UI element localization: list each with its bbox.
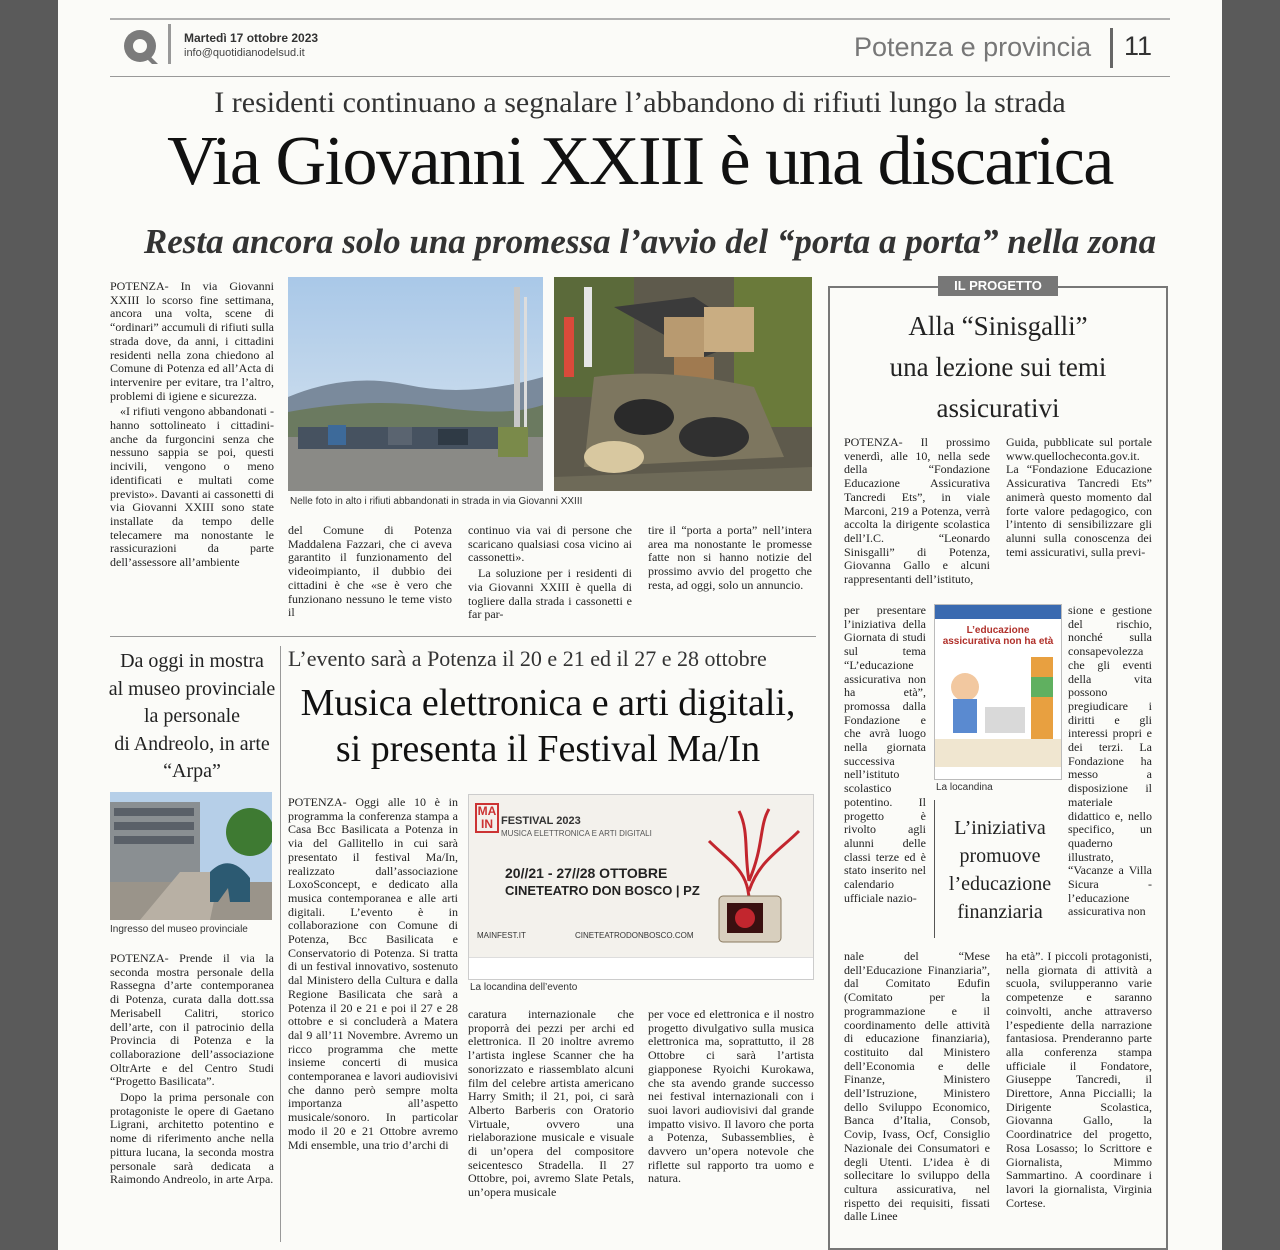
header-divider — [168, 24, 171, 64]
poster-tagline: MUSICA ELETTRONICA E ARTI DIGITALI — [501, 829, 652, 838]
page-number-divider — [1110, 28, 1113, 68]
main-subhead: Resta ancora solo una promessa l’avvio del “porta a porta” nella zona — [143, 222, 1157, 261]
paragraph: per voce ed elettronica e il nostro progetto divulgativo sulla musica elettronica ma, soprattutto, il 28 Ottobre ci sarà l’artista giapponese Ryoichi Kurokawa, che sta avendo grande successo nei festival internazionali con i suoi lavori audiovisivi dal grande impatto visivo. Il lavoro che porta a Potenza, Subassemblies, è davvero un’opera notevole che riflette sul rapporto tra uomo e natura. — [648, 1008, 814, 1186]
festival-headline — [278, 680, 818, 772]
main-col-2 — [288, 524, 452, 624]
paragraph: nale del “Mese dell’Educazione Finanziaria”, dal Comitato Edufin (Comitato per la programmazione e il coordinamento delle attività di educazione finanziaria), costituito dal Ministero dell’Economia e delle Finanze, Ministero dell’Istruzione, Ministero dello Sviluppo Economico, Banca d’Italia, Consob, Covip, Ivass, Ocf, Consiglio Nazionale dei Consumatori e degli Utenti. L’idea è di sollecitare lo sviluppo della cultura assicurativa, nel rispetto dei requisiti, fissati dalle Linee — [844, 950, 990, 1224]
sidebar-col-1-bottom — [844, 950, 990, 1240]
paragraph: La soluzione per i residenti di via Giovanni XXIII è quella di togliere dalla strada i cassonetti e far par- — [468, 566, 632, 622]
sidebar-col-1-top — [844, 436, 990, 602]
poster-tree-illustration — [689, 801, 809, 951]
festival-kicker: L’evento sarà a Potenza il 20 e 21 ed il 27 e 28 ottobre — [288, 646, 767, 671]
paragraph: Guida, pubblicate sul portale www.quellocheconta.gov.it. La “Fondazione Educazione Assicurativa Tancredi Ets” animerà questo momento dal forte valore pedagogico, con l’intento di sensibilizzare gli alunni sulla conoscenza dei temi assicurativi, sulla previ- — [1006, 436, 1152, 559]
headline-line: Alla “Sinisgalli” — [908, 311, 1088, 341]
sidebar-pullquote — [938, 814, 1062, 926]
poster-site-2: CINETEATRODONBOSCO.COM — [575, 931, 694, 940]
paragraph: ha età”. I piccoli protagonisti, nella giornata di attività a scuola, svilupperanno varie competenze e saranno coinvolti, anche attraverso l’espediente della narrazione fantasiosa. Prenderanno parte alla conferenza stampa ufficiale il Fondatore, Giuseppe Tancredi, il Direttore, Anna Piccialli; la Dirigente Scolastica, Giovanna Gallo, la Coordinatrice del progetto, Rosa Losasso; lo Scrittore e Giornalista, Mimmo Sammartino. A coordinare i lavori la giornalista, Virginia Cortese. — [1006, 950, 1152, 1210]
main-headline: Via Giovanni XXIII è una discarica — [167, 123, 1113, 200]
main-col-4 — [648, 524, 812, 624]
sidebar-poster-caption: La locandina — [936, 782, 993, 793]
poster-dates: 20//21 - 27//28 OTTOBRE — [505, 865, 668, 881]
pullquote-line: promuove — [959, 845, 1041, 867]
paragraph: caratura internazionale che proporrà dei pezzi per archi ed elettronica. Il 20 inoltre avremo l’artista inglese Scanner che ha sonorizzato e riassemblato alcuni film del celebre artista americano Harry Smith; il 21, poi, ci sarà Alberto Barberis con Oratorio Virtuale, ovvero una rielaborazione musicale e visuale di un’opera del compositore seicentesco Stradella. Il 27 Ottobre, poi, avremo Slate Petals, un’opera musicale — [468, 1008, 634, 1200]
paragraph: del Comune di Potenza Maddalena Fazzari, che ci aveva garantito il funzionamento del videoimpianto, il dubbio dei cittadini è che «se è vero che funzionano nessuno le teme visto il — [288, 524, 452, 620]
poster-illustration — [935, 647, 1061, 767]
pullquote-line: L’iniziativa — [954, 817, 1046, 839]
main-col-3 — [468, 524, 632, 624]
header-bottom-rule — [110, 76, 1170, 77]
paragraph: POTENZA- Prende il via la seconda mostra personale della Rassegna d’arte contemporanea di Potenza, curata dalla dott.ssa Merisabell Calitri, storico dell’arte, con il patrocinio della Provincia di Potenza e la collaborazione dell’associazione OltrArte e del Centro Studi “Progetto Basilicata”. — [110, 952, 274, 1089]
sidebar-col-2-narrow — [1068, 604, 1152, 946]
headline-line: assicurativi — [936, 393, 1060, 423]
festival-col-2 — [468, 1008, 634, 1242]
paragraph: POTENZA- Il prossimo venerdì, alle 10, nella sede della “Fondazione Educazione Assicurativa Tancredi Ets”, in viale Marconi, 219 a Potenza, verrà accolta la dirigente scolastica dell’I.C. “Leonardo Sinisgalli” di Potenza, Giovanna Gallo e alcuni rappresentanti dell’istituto, — [844, 436, 990, 587]
paragraph: POTENZA- In via Giovanni XXIII lo scorso fine settimana, ancora una volta, scene di “ordinari” accumuli di rifiuti sulla strada dove, da anni, i cittadini residenti nella zona chiedono al Comune di Potenza ed all’Acta di intervenire per evitare, tra l’altro, problemi di igiene e sicurezza. — [110, 280, 274, 403]
poster-logo: MA IN — [475, 803, 499, 833]
headline-line: “Arpa” — [163, 760, 221, 782]
header-top-rule — [110, 18, 1170, 20]
main-kicker: I residenti continuano a segnalare l’abbandono di rifiuti lungo la strada — [214, 86, 1066, 119]
page-number: 11 — [1124, 31, 1153, 61]
section-title: Potenza e provincia — [854, 32, 1092, 62]
poster-site-1: MAINFEST.IT — [477, 931, 526, 940]
festival-poster — [468, 794, 814, 980]
headline-line: una lezione sui temi — [889, 352, 1107, 382]
photo-street — [288, 277, 543, 491]
paragraph: sione e gestione del rischio, nonché sulla consapevolezza che gli eventi della vita possono pregiudicare i diritti e gli interessi propri e dei terzi. La Fondazione ha messo a disposizione il materiale didattico e, nello specifico, un quaderno illustrato, “Vacanze a Villa Sicura - l’educazione assicurativa non — [1068, 604, 1152, 919]
main-col-1 — [110, 280, 274, 624]
headline-line: al museo provinciale — [108, 677, 276, 700]
sidebar-col-1-narrow — [844, 604, 926, 946]
headline-line: di Andreolo, in arte — [114, 732, 270, 755]
poster-festival: FESTIVAL 2023 — [501, 815, 581, 827]
paragraph: «I rifiuti vengono abbandonati -hanno sottolineato i cittadini- anche da furgoncini senza che nessuno sappia se poi, questi incivili, vengono o meno identificati e multati come previsto». Davanti ai cassonetti di via Giovanni XXIII sono state installate da tempo delle telecamere ma nonostante le rassicurazioni da parte dell’assessore all’ambiente — [110, 404, 274, 570]
quotidiano-logo — [122, 28, 162, 66]
museum-headline — [104, 648, 280, 786]
museum-photo-caption: Ingresso del museo provinciale — [110, 924, 248, 935]
poster-sponsor-bar — [469, 957, 813, 980]
headline-line: la personale — [143, 705, 241, 727]
sidebar-label: IL PROGETTO — [938, 276, 1058, 296]
section-divider — [110, 636, 816, 637]
museum-body — [110, 952, 274, 1242]
newspaper-page — [58, 0, 1222, 1250]
sidebar-col-2-bottom — [1006, 950, 1152, 1240]
headline-line: Musica elettronica e arti digitali, — [300, 682, 796, 724]
sidebar-poster — [934, 604, 1062, 780]
festival-col-3 — [648, 1008, 814, 1242]
headline-line: Da oggi in mostra — [120, 650, 264, 672]
paragraph: Dopo la prima personale con protagoniste le opere di Gaetano Ligrani, architetto potentino e nome di riferimento anche nella pittura lucana, la seconda mostra personale sarà dedicata a Raimondo Andreolo, in arte Arpa. — [110, 1090, 274, 1187]
header-date: Martedì 17 ottobre 2023 — [184, 31, 319, 45]
paragraph: continuo via vai di persone che scaricano qualsiasi cosa vicino ai cassonetti». — [468, 524, 632, 565]
headline-line: si presenta il Festival Ma/In — [335, 728, 761, 770]
poster-banner — [935, 605, 1061, 619]
photo-museum — [110, 792, 272, 920]
paragraph: per presentare l’iniziativa della Giornata di studi sul tema “L’educazione assicurativa non ha età”, promossa dalla Fondazione e che avrà luogo nella giornata successiva nell’istituto scolastico potentino. Il progetto è rivolto agli alunni delle classi terze ed è stato inserito nel calendario ufficiale nazio- — [844, 604, 926, 905]
paragraph: tire il “porta a porta” nell’intera area ma nonostante le promesse fatte non si hanno notizie del prossimo avvio del progetto che resta, ad oggi, solo un annuncio. — [648, 524, 812, 592]
header-email: info@quotidianodelsud.it — [184, 47, 305, 59]
sidebar-col-2-top — [1006, 436, 1152, 602]
pullquote-line: l’educazione — [948, 873, 1052, 895]
pullquote-rule — [934, 800, 935, 938]
main-photo-caption: Nelle foto in alto i rifiuti abbandonati in strada in via Giovanni XXIII — [290, 496, 583, 507]
festival-poster-caption: La locandina dell’evento — [470, 982, 578, 993]
sidebar-headline — [848, 306, 1148, 429]
festival-col-1 — [288, 796, 458, 1242]
photo-rubbish — [554, 277, 812, 491]
poster-venue: CINETEATRO DON BOSCO | PZ — [505, 883, 700, 898]
paragraph: POTENZA- Oggi alle 10 è in programma la conferenza stampa a Casa Bcc Basilicata a Potenza in via del Gallitello in cui sarà presentato il festival Ma/In, realizzato dall’associazione LoxoSconcept, e dedicato alla musica contemporanea e alle arti digitali. L’evento è in collaborazione con Comune di Potenza, Bcc Basilicata e Conservatorio di Potenza. Si tratta di un festival innovativo, sostenuto dal Ministero della Cultura e dalla Regione Basilicata che sarà a Potenza il 20 e 21 e poi il 27 e 28 ottobre e si concluderà a Matera dal 9 all’11 Novembre. Avremo un ricco programma che mette insieme concerti di musica contemporanea e lavori audiovisivi che danno però sempre molta importanza all’aspetto musicale/sonoro. In particolar modo il 20 e 21 Ottobre avremo Mdi ensemble, una trio d’archi di — [288, 796, 458, 1152]
pullquote-line: finanziaria — [957, 901, 1043, 923]
poster-title: L’educazione assicurativa non ha età — [942, 625, 1054, 647]
